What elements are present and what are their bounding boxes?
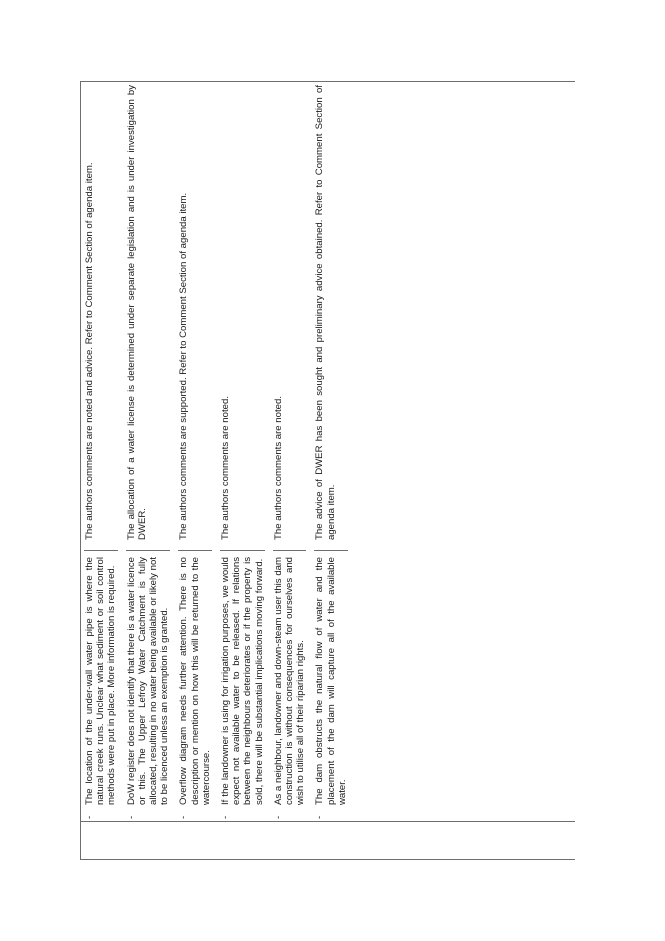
submission-comment: Overflow diagram needs further attention. There is no description or mention on how this will be returned to the watercourse. bbox=[178, 557, 212, 805]
bullet: - bbox=[178, 815, 190, 819]
submission-comment: As a neighbour, landowner and down-steam user this dam construction is without consequences for ourselves and wish to utilise all of their riparian rights. bbox=[272, 557, 307, 805]
table-left-border bbox=[80, 81, 81, 860]
table-row bbox=[178, 81, 212, 821]
column-divider bbox=[178, 550, 212, 551]
column-divider bbox=[314, 550, 348, 551]
bullet: - bbox=[84, 815, 95, 819]
officer-response: The authors comments are supported. Refer to Comment Section of agenda item. bbox=[178, 192, 190, 540]
bullet: - bbox=[314, 815, 326, 819]
table-row bbox=[84, 81, 118, 821]
bullet: - bbox=[272, 815, 284, 819]
submission-comment: DoW register does not identify that there is a water licence or this. The Upper Lefroy Water Catchment is fully allocated, resulting in no water being available or likely not to be licenced unless an exemption is granted. bbox=[125, 557, 171, 805]
column-divider bbox=[273, 550, 307, 551]
officer-response: The authors comments are noted. bbox=[272, 396, 284, 540]
submission-comment: If the landowner is using for irrigation purposes, we would expect not available water to be released. If relations between the neighbours deteriorates or if the property is sold, there will be substantial implications moving forward. bbox=[220, 557, 265, 805]
table-inner-divider bbox=[80, 821, 575, 822]
officer-response: The allocation of a water license is determined under separate legislation and is under investigation by DWER. bbox=[125, 85, 148, 540]
table-row bbox=[220, 81, 265, 821]
column-divider bbox=[220, 550, 265, 551]
submissions-table bbox=[84, 81, 494, 821]
table-cell-divider bbox=[80, 821, 81, 859]
submission-comment: The dam obstructs the natural flow of water and the placement of the dam will capture all of the available water. bbox=[314, 557, 348, 805]
officer-response: The advice of DWER has been sought and preliminary advice obtained. Refer to Comment Section of agenda item. bbox=[314, 85, 337, 540]
column-divider bbox=[126, 550, 171, 551]
column-divider bbox=[84, 550, 118, 551]
officer-response: The authors comments are noted. bbox=[220, 396, 232, 540]
bullet: - bbox=[125, 815, 137, 819]
table-row bbox=[314, 81, 348, 821]
officer-response: The authors comments are noted and advice. Refer to Comment Section of agenda item. bbox=[84, 162, 95, 540]
table-bottom-border bbox=[80, 859, 575, 860]
table-row bbox=[126, 81, 171, 821]
submission-comment: The location of the under-wall water pipe is where the natural creek runs. Unclear what sediment or soil control methods were put in place. More information is required. bbox=[84, 557, 118, 805]
table-row bbox=[273, 81, 307, 821]
bullet: - bbox=[220, 815, 232, 819]
